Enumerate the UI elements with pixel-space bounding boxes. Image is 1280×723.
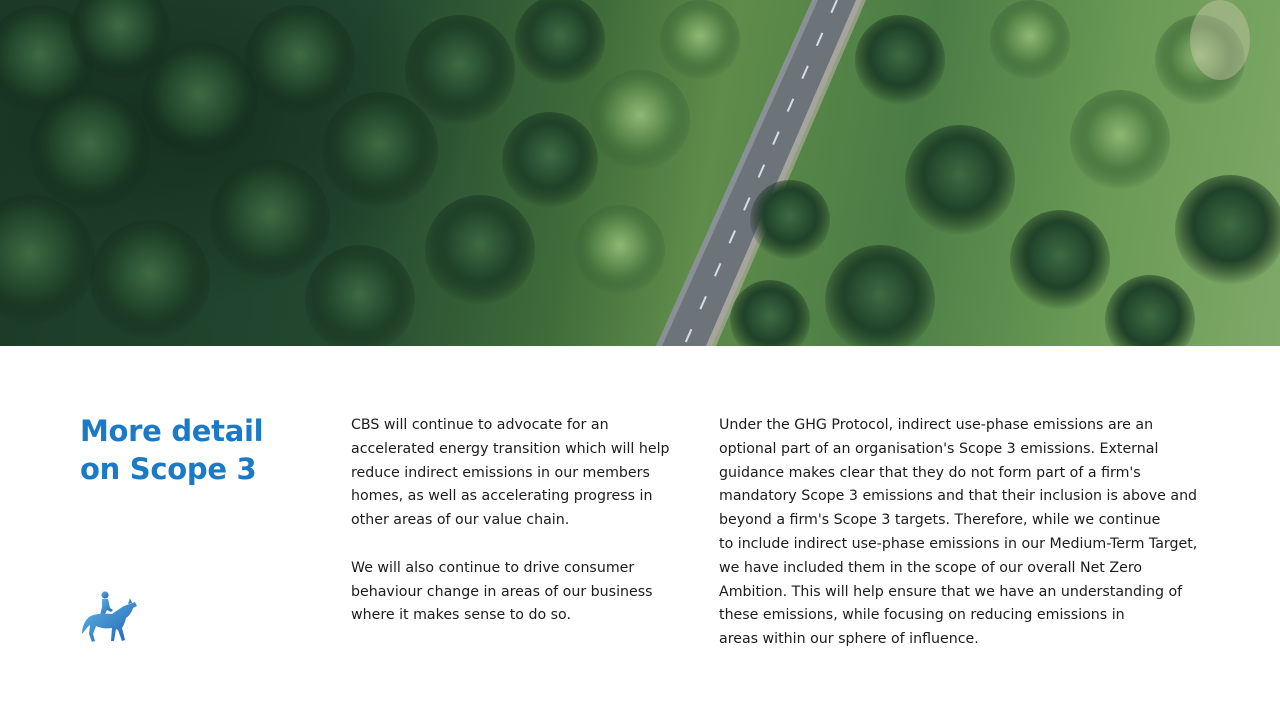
- text-line: homes, as well as accelerating progress in: [351, 488, 653, 505]
- text-line: other areas of our value chain.: [351, 512, 570, 529]
- text-line: to include indirect use-phase emissions in our Medium-Term Target,: [719, 535, 1198, 552]
- page-title-line-1: More detail: [80, 414, 264, 448]
- text-line: areas within our sphere of influence.: [719, 631, 979, 648]
- text-line: these emissions, while focusing on reducing emissions in: [719, 607, 1125, 624]
- column2-paragraph-1: [719, 414, 1199, 652]
- text-line: mandatory Scope 3 emissions and that their inclusion is above and: [719, 488, 1198, 505]
- text-column-1: [351, 414, 681, 628]
- text-line: reduce indirect emissions in our members: [351, 464, 650, 481]
- text-line: behaviour change in areas of our business: [351, 583, 653, 600]
- page-title-line-2: on Scope 3: [80, 452, 257, 486]
- text-line: guidance makes clear that they do not form part of a firm's: [719, 464, 1141, 481]
- text-line: We will also continue to drive consumer: [351, 559, 635, 576]
- text-line: optional part of an organisation's Scope 3 emissions. External: [719, 440, 1159, 457]
- text-column-2: [719, 414, 1199, 652]
- horse-rider-icon: [80, 588, 140, 646]
- text-line: where it makes sense to do so.: [351, 607, 571, 624]
- hero-forest-road-image: [0, 0, 1280, 346]
- text-line: we have included them in the scope of our overall Net Zero: [719, 559, 1143, 576]
- text-line: accelerated energy transition which will help: [351, 440, 670, 457]
- column1-paragraph-2: [351, 557, 681, 628]
- page-title: [80, 412, 320, 488]
- text-line: beyond a firm's Scope 3 targets. Therefore, while we continue: [719, 512, 1161, 529]
- text-line: Ambition. This will help ensure that we have an understanding of: [719, 583, 1183, 600]
- dense-forest-left: [0, 0, 605, 346]
- forest-road-illustration: [0, 0, 1280, 346]
- column1-paragraph-1: [351, 414, 681, 533]
- text-line: Under the GHG Protocol, indirect use-phase emissions are an: [719, 417, 1154, 433]
- text-line: CBS will continue to advocate for an: [351, 417, 609, 433]
